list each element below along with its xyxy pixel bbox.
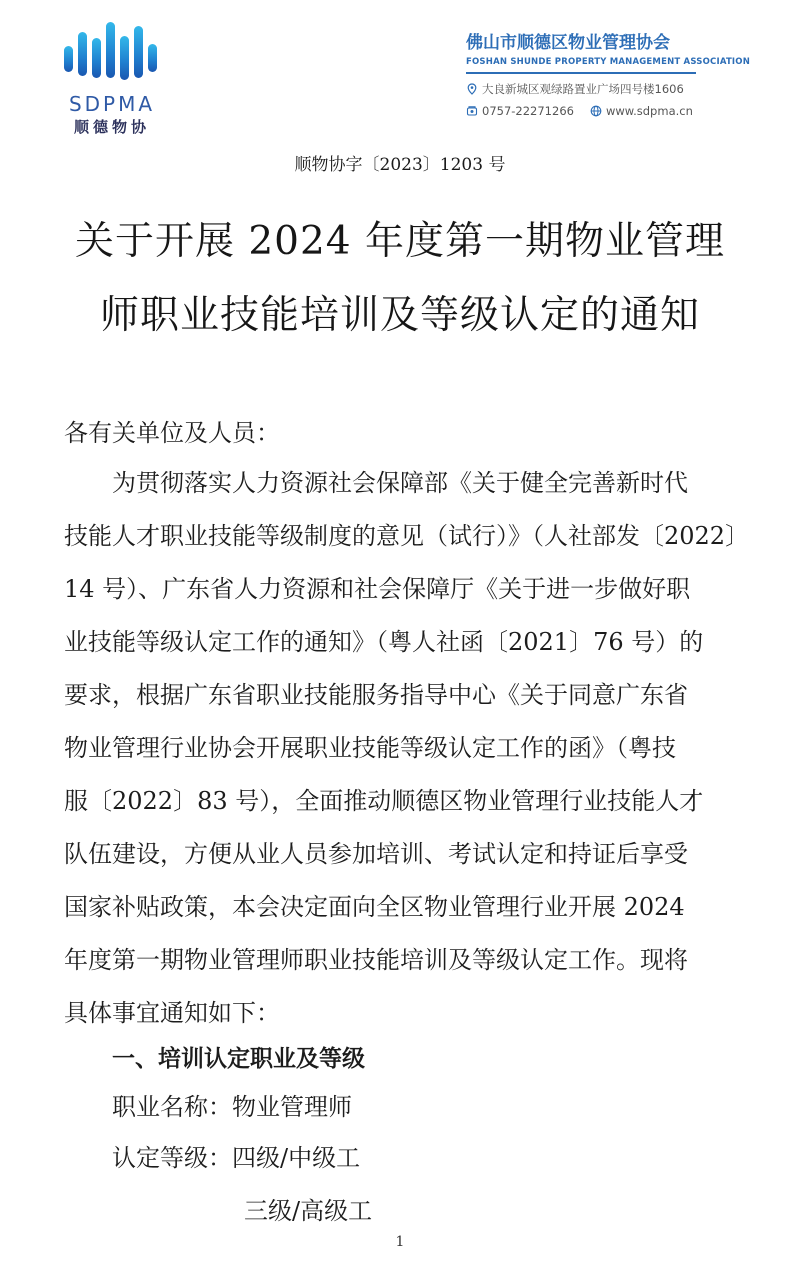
org-name-en: FOSHAN SHUNDE PROPERTY MANAGEMENT ASSOCIATION bbox=[466, 57, 751, 67]
body-line: 为贯彻落实人力资源社会保障部《关于健全完善新时代 bbox=[112, 469, 688, 497]
org-name-cn: 佛山市顺德区物业管理协会 bbox=[466, 33, 670, 53]
org-address: 大良新城区观绿路置业广场四号楼1606 bbox=[482, 82, 684, 96]
salutation: 各有关单位及人员： bbox=[64, 419, 280, 447]
document-title-line-1: 关于开展 2024 年度第一期物业管理 bbox=[74, 219, 726, 264]
level-line: 三级/高级工 bbox=[244, 1197, 373, 1225]
logo-abbreviation: SDPMA bbox=[68, 92, 156, 116]
organization-info bbox=[466, 28, 756, 118]
phone-icon bbox=[466, 105, 478, 117]
body-line: 年度第一期物业管理师职业技能培训及等级认定工作。现将 bbox=[64, 946, 688, 974]
document-title-line-2: 师职业技能培训及等级认定的通知 bbox=[99, 293, 700, 338]
section-heading: 一、培训认定职业及等级 bbox=[112, 1046, 365, 1072]
org-address-line bbox=[466, 81, 756, 97]
org-phone: 0757-22271266 bbox=[482, 104, 574, 118]
logo-chinese-name: 顺德物协 bbox=[73, 118, 150, 136]
globe-icon bbox=[590, 105, 602, 117]
body-line: 14 号）、广东省人力资源和社会保障厅《关于进一步做好职 bbox=[64, 575, 691, 603]
org-contact-line bbox=[466, 104, 756, 118]
body-line: 要求，根据广东省职业技能服务指导中心《关于同意广东省 bbox=[64, 681, 688, 709]
body-line: 技能人才职业技能等级制度的意见（试行）》（人社部发〔2022〕 bbox=[64, 522, 750, 550]
body-line: 具体事宜通知如下： bbox=[64, 999, 280, 1027]
occupation-line: 职业名称：物业管理师 bbox=[112, 1093, 352, 1121]
location-pin-icon bbox=[466, 83, 478, 95]
body-line: 服〔2022〕83 号），全面推动顺德区物业管理行业技能人才 bbox=[64, 787, 704, 815]
body-line: 物业管理行业协会开展职业技能等级认定工作的函》（粤技 bbox=[64, 734, 676, 762]
sdpma-logo bbox=[62, 18, 162, 136]
level-line: 认定等级：四级/中级工 bbox=[112, 1144, 361, 1172]
logo-bars-icon bbox=[62, 18, 162, 90]
document-number: 顺物协字〔2023〕1203 号 bbox=[294, 155, 506, 175]
org-divider bbox=[466, 72, 696, 74]
body-line: 队伍建设，方便从业人员参加培训、考试认定和持证后享受 bbox=[64, 840, 688, 868]
body-line: 业技能等级认定工作的通知》（粤人社函〔2021〕76 号）的 bbox=[64, 628, 704, 656]
page-number: 1 bbox=[395, 1234, 405, 1250]
body-line: 国家补贴政策，本会决定面向全区物业管理行业开展 2024 bbox=[64, 893, 685, 921]
org-website: www.sdpma.cn bbox=[605, 104, 693, 118]
